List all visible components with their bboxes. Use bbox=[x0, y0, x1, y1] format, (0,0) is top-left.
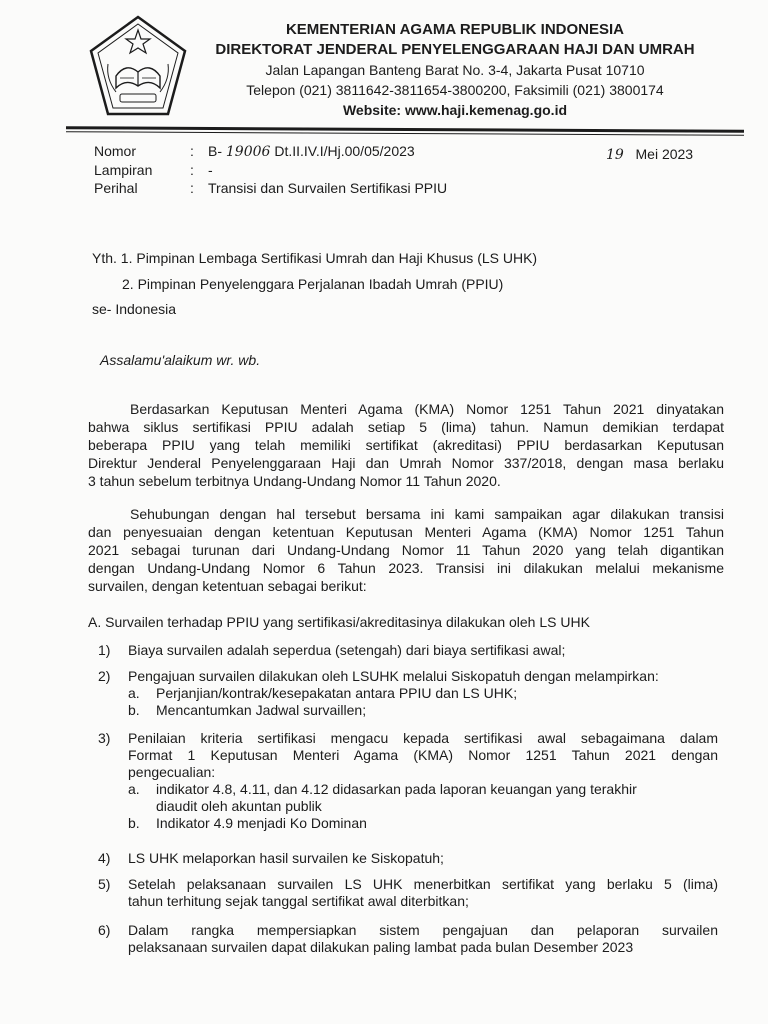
nomor-handwritten: 19006 bbox=[225, 144, 271, 160]
section-a-heading: A. Survailen terhadap PPIU yang sertifikasi/akreditasinya dilakukan oleh LS UHK bbox=[88, 614, 590, 630]
recipient-line-3: se- Indonesia bbox=[92, 301, 177, 317]
letter-date bbox=[606, 146, 693, 163]
lampiran-label: Lampiran bbox=[94, 162, 153, 178]
lampiran-value: - bbox=[208, 162, 213, 178]
recipient-line-1: Yth. 1. Pimpinan Lembaga Sertifikasi Umrah dan Haji Khusus (LS UHK) bbox=[92, 250, 538, 266]
list-item-4: 4) LS UHK melaporkan hasil survailen ke Siskopatuh; bbox=[98, 850, 444, 866]
sub-item-3a: a. indikator 4.8, 4.11, dan 4.12 didasarkan pada laporan keuangan yang terakhir diaudit oleh akuntan publik bbox=[128, 781, 637, 814]
nomor-label: Nomor bbox=[94, 143, 137, 159]
paragraph-1: Berdasarkan Keputusan Menteri Agama (KMA) Nomor 1251 Tahun 2021 dinyatakan bahwa siklus sertifikasi PPIU adalah setiap 5 (lima) tahun. Namun demikian terdapat beberapa PPIU yang telah memiliki sertifikat (akreditasi) PPIU berdasarkan Keputusan Direktur Jenderal Penyelenggaraan Haji dan Umrah Nomor 337/2018, dengan masa berlaku 3 tahun sebelum terbitnya Undang-Undang Nomor 11 Tahun 2020. bbox=[88, 401, 724, 489]
list-item-3: 3) Penilaian kriteria sertifikasi mengacu kepada sertifikasi awal sebagaimana dalam Format 1 Keputusan Menteri Agama (KMA) Nomor 1251 Tahun 2021 dengan pengecualian: a. indikator 4.8, 4.11, dan 4.12 didasarkan pada laporan keuangan yang terakhir diaudit oleh akuntan publik b. Indikator 4.9 menjadi Ko Dominan bbox=[98, 730, 718, 831]
office-website: Website: www.haji.kemenag.go.id bbox=[342, 102, 568, 118]
letterhead bbox=[195, 20, 715, 120]
perihal-value: Transisi dan Survailen Sertifikasi PPIU bbox=[208, 180, 448, 196]
nomor-value: B- 19006 Dt.II.IV.I/Hj.00/05/2023 bbox=[208, 143, 415, 160]
list-item-6: 6) Dalam rangka mempersiapkan sistem pengajuan dan pelaporan survailen pelaksanaan survailen dapat dilakukan paling lambat pada bulan Desember 2023 bbox=[98, 922, 718, 955]
ministry-logo bbox=[86, 14, 190, 120]
recipient-line-2: 2. Pimpinan Penyelenggara Perjalanan Ibadah Umrah (PPIU) bbox=[122, 276, 504, 292]
perihal-row: Perihal : Transisi dan Survailen Sertifikasi PPIU bbox=[94, 180, 448, 196]
letter-meta bbox=[94, 142, 447, 197]
list-item-5: 5) Setelah pelaksanaan survailen LS UHK menerbitkan sertifikat yang berlaku 5 (lima) tahun terhitung sejak tanggal sertifikat awal diterbitkan; bbox=[98, 876, 718, 909]
list-item-1: 1) Biaya survailen adalah seperdua (setengah) dari biaya sertifikasi awal; bbox=[98, 642, 566, 658]
salutation: Assalamu'alaikum wr. wb. bbox=[100, 352, 261, 368]
lampiran-row: Lampiran : - bbox=[94, 162, 213, 178]
sub-item-2a: a. Perjanjian/kontrak/kesepakatan antara PPIU dan LS UHK; bbox=[128, 685, 518, 701]
date-day-handwritten: 19 bbox=[606, 147, 624, 163]
sub-item-3b: b. Indikator 4.9 menjadi Ko Dominan bbox=[128, 815, 367, 831]
sub-item-2b: b. Mencantumkan Jadwal survaillen; bbox=[128, 702, 367, 718]
office-phone: Telepon (021) 3811642-3811654-3800200, Faksimili (021) 3800174 bbox=[246, 82, 664, 98]
office-address: Jalan Lapangan Banteng Barat No. 3-4, Jakarta Pusat 10710 bbox=[265, 62, 645, 78]
perihal-label: Perihal bbox=[94, 180, 138, 196]
directorate-name: DIREKTORAT JENDERAL PENYELENGGARAAN HAJI DAN UMRAH bbox=[215, 41, 695, 58]
nomor-row: Nomor : B- 19006 Dt.II.IV.I/Hj.00/05/2023 bbox=[94, 143, 415, 160]
ministry-name: KEMENTERIAN AGAMA REPUBLIK INDONESIA bbox=[285, 21, 625, 38]
paragraph-2: Sehubungan dengan hal tersebut bersama ini kami sampaikan agar dilakukan transisi dan penyesuaian dengan ketentuan Keputusan Menteri Agama (KMA) Nomor 1251 Tahun 2021 sebagai turunan dari Undang-Undang Nomor 11 Tahun 2020 yang telah digantikan dengan Undang-Undang Nomor 6 Tahun 2023. Transisi ini dilakukan melalui mekanisme survailen, dengan ketentuan sebagai berikut: bbox=[88, 506, 724, 594]
date-month-year: Mei 2023 bbox=[635, 146, 694, 162]
list-item-2: 2) Pengajuan survailen dilakukan oleh LSUHK melalui Siskopatuh dengan melampirkan: a. Perjanjian/kontrak/kesepakatan antara PPIU dan LS UHK; b. Mencantumkan Jadwal survaillen; bbox=[98, 668, 718, 719]
